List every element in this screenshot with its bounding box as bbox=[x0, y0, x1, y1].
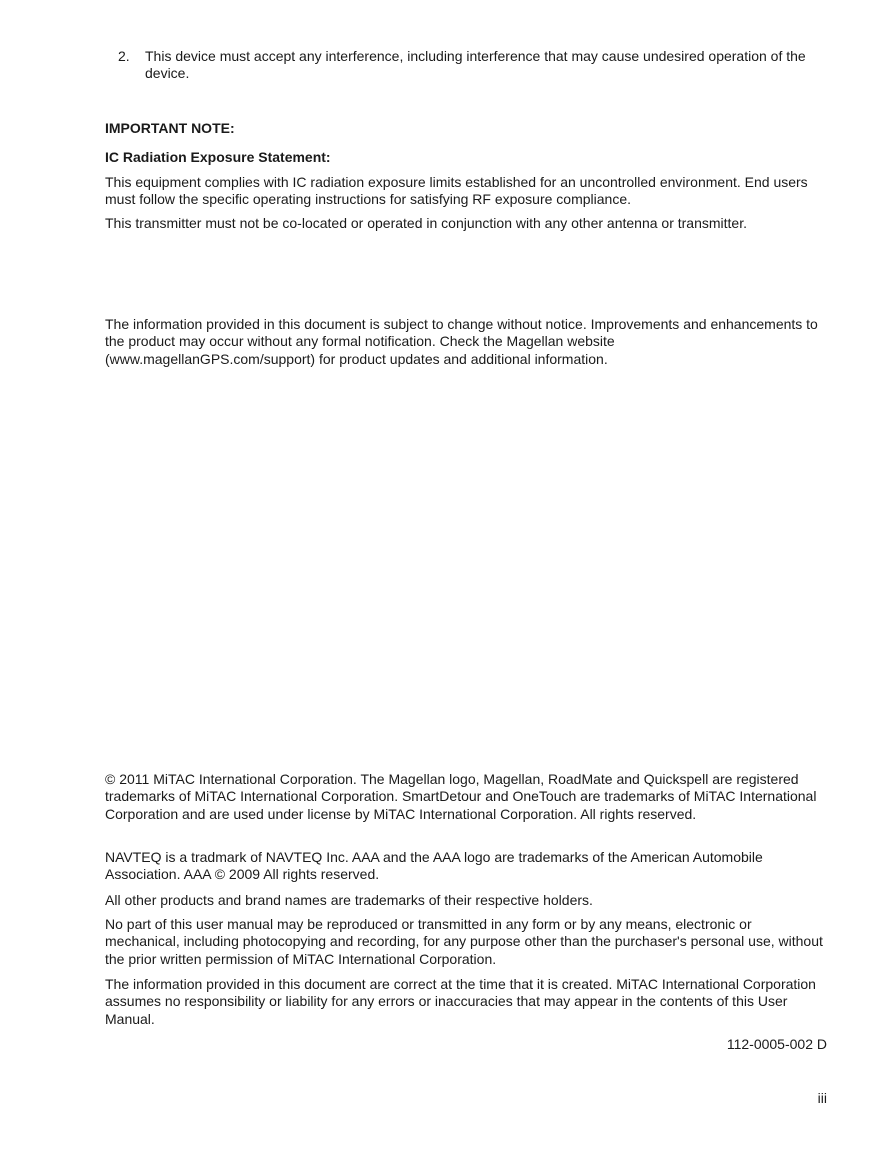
navteq-paragraph: NAVTEQ is a tradmark of NAVTEQ Inc. AAA and the AAA logo are trademarks of the American Automobile Association. AAA © 2009 All rights reserved. bbox=[105, 849, 763, 883]
important-note-heading: IMPORTANT NOTE: bbox=[105, 120, 235, 136]
information-notice: The information provided in this document is subject to change without notice. Improvements and enhancements to the product may occur without any formal notification. Check the Magellan website (www.magellanGPS.com/support) for product updates and additional information. bbox=[105, 316, 818, 367]
reproduction-paragraph: No part of this user manual may be reproduced or transmitted in any form or by any means, electronic or mechanical, including photocopying and recording, for any purpose other than the purchaser's personal use, without the prior written permission of MiTAC International Corporation. bbox=[105, 916, 823, 967]
page-number: iii bbox=[817, 1090, 827, 1106]
copyright-paragraph: © 2011 MiTAC International Corporation. The Magellan logo, Magellan, RoadMate and Quickspell are registered trademarks of MiTAC International Corporation. SmartDetour and OneTouch are trademarks of MiTAC International Corporation and are used under license by MiTAC International Corporation. All rights reserved. bbox=[105, 771, 817, 822]
list-item-2 bbox=[118, 48, 830, 83]
trademarks-paragraph: All other products and brand names are trademarks of their respective holders. bbox=[105, 892, 593, 908]
list-text: This device must accept any interference, including interference that may cause undesired operation of the device. bbox=[145, 48, 806, 82]
accuracy-paragraph: The information provided in this document are correct at the time that it is created. MiTAC International Corporation assumes no responsibility or liability for any errors or inaccuracies that may appear in the contents of this User Manual. bbox=[105, 976, 816, 1027]
transmitter-paragraph: This transmitter must not be co-located or operated in conjunction with any other antenna or transmitter. bbox=[105, 215, 747, 231]
ic-radiation-paragraph: This equipment complies with IC radiation exposure limits established for an uncontrolled environment. End users must follow the specific operating instructions for satisfying RF exposure compliance. bbox=[105, 174, 808, 208]
ic-radiation-heading: IC Radiation Exposure Statement: bbox=[105, 149, 331, 165]
list-number: 2. bbox=[118, 48, 130, 64]
document-number: 112-0005-002 D bbox=[726, 1036, 827, 1052]
